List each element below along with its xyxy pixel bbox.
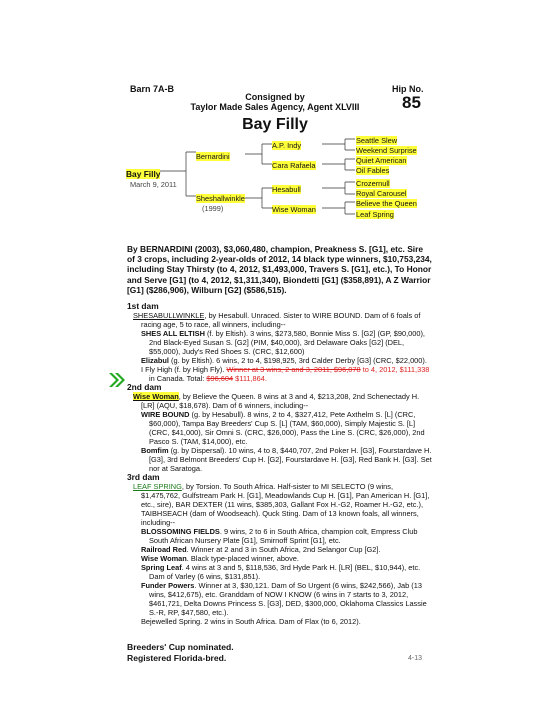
ancestor-3: Quiet American	[356, 156, 407, 165]
third-dam-produce-3: Wise Woman	[141, 554, 187, 563]
page-title: Bay Filly	[242, 116, 308, 133]
produce-record-3	[127, 365, 432, 383]
foal-date: March 9, 2011	[130, 180, 177, 189]
third-dam-text-4: . 4 wins at 3 and 5, $118,536, 3rd Hyde Park H. [LR] (BEL, $10,944), etc. Dam of Varley (6 wins, $131,851).	[149, 563, 421, 581]
produce-name-2: Elizabul	[141, 356, 169, 365]
second-dam-intro-text: , by Believe the Queen. 8 wins at 3 and 4, $213,208, 2nd Schenectady H. [LR] (AQU, $18,678). Dam of 6 winners, including--	[141, 392, 420, 410]
ancestor-1: Seattle Slew	[356, 136, 398, 145]
second-dam-text-2: (g. by Dispersal). 10 wins, 4 to 8, $440,707, 2nd Poker H. [G3], Fourstardave H. [G3], 3rd Belmont Breeders' Cup H. [G2], Fourstardave H. [G3], Red Bank H. [G3]. Set nor at Saratoga.	[149, 446, 432, 473]
produce-mid-3: in Canada. Total:	[149, 374, 207, 383]
third-dam-record-5	[127, 581, 432, 617]
second-dam-text-1: (g. by Hesabull). 8 wins, 2 to 4, $327,412, Pete Axthelm S. [L] (CRC, $60,000), Tampa Bay Breeders' Cup S. [L] (TAM, $60,000), Simply Majestic S. [L] (CRC, $41,000), Sir Omni S. (CRC, $26,000), Pass the Line S. (CRC, $26,000), 2nd Pasco S. (TAM, $14,000), etc.	[149, 410, 425, 446]
third-dam-produce-4: Spring Leaf	[141, 563, 182, 572]
first-dam-intro-text: , by Hesabull. Unraced. Sister to WIRE BOUND. Dam of 6 foals of racing age, 5 to race, all winners, including--	[141, 311, 421, 329]
sire-dam: Cara Rafaela	[272, 161, 316, 170]
third-dam-text-2: . Winner at 2 and 3 in South Africa, 2nd Selangor Cup [G2].	[186, 545, 381, 554]
produce-text-3: I Fly High (f. by High Fly).	[141, 365, 227, 374]
first-dam-intro	[127, 311, 432, 329]
second-dam-heading: 2nd dam	[127, 382, 162, 392]
produce-record-2	[127, 356, 432, 365]
produce-record-1	[127, 329, 432, 356]
dam-year: (1999)	[202, 204, 224, 213]
edited-total: $111,864.	[233, 374, 267, 383]
first-dam-heading: 1st dam	[127, 301, 159, 311]
hip-label: Hip No.	[392, 84, 424, 94]
third-dam-produce-5: Funder Powers	[141, 581, 195, 590]
ancestor-2: Weekend Surprise	[356, 146, 417, 155]
third-dam-name: LEAF SPRING	[133, 482, 182, 491]
ancestor-7: Believe the Queen	[356, 199, 417, 208]
second-dam-intro	[127, 392, 432, 410]
struck-text: Winner at 3 wins, 2 and 3, 2011, $96,078	[226, 365, 361, 374]
third-dam-record-4	[127, 563, 432, 581]
second-dam-record-1	[127, 410, 432, 446]
third-dam-text-5: . Winner at 3, $30,121. Dam of So Urgent (6 wins, $242,566), Jab (13 wins, $412,675), etc. Granddam of NOW I KNOW (6 wins in 7 starts to 3, 2012, $461,721, Delta Downs Princess S. [G3], DED, $300,000, Oklahoma Classics Lassie S.-R, RP, $47,580, etc.).	[149, 581, 427, 617]
horse-name: Bay Filly	[126, 169, 161, 179]
produce-text-2: (g. by Eltish). 6 wins, 2 to 4, $198,925, 3rd Calder Derby [G3] (CRC, $22,000).	[168, 356, 427, 365]
registration-note: Registered Florida-bred.	[127, 653, 227, 663]
ancestor-5: Crozernull	[356, 179, 390, 188]
arrow-shape	[107, 370, 127, 390]
third-dam-text-3: . Black type-placed winner, above.	[186, 554, 299, 563]
sire-name: Bernardini	[196, 152, 230, 161]
second-dam-record-2	[127, 446, 432, 473]
third-dam-produce-1: BLOSSOMING FIELDS	[141, 527, 220, 536]
third-dam-text-1: . 9 wins, 2 to 6 in South Africa, champion colt, Empress Club South African Nursery Plate [G1], Smirnoff Sprint [G1], etc.	[149, 527, 418, 545]
third-dam-record-3	[127, 554, 432, 563]
dam-name: Sheshallwinkle	[196, 194, 245, 203]
third-dam-record-1	[127, 527, 432, 545]
first-dam-name: SHESABULLWINKLE	[133, 311, 205, 320]
third-dam-intro	[127, 482, 432, 527]
second-dam-name: Wise Woman	[133, 392, 179, 401]
page-number: 4-13	[408, 655, 423, 662]
second-dam-produce-2: Bomfim	[141, 446, 169, 455]
breeders-cup-note: Breeders' Cup nominated.	[127, 642, 234, 652]
barn-label: Barn 7A-B	[130, 84, 175, 94]
third-dam-record-2	[127, 545, 432, 554]
edited-text: to 4, 2012, $111,338	[362, 365, 430, 374]
sire-summary: By BERNARDINI (2003), $3,060,480, champion, Preakness S. [G1], etc. Sire of 3 crops, including 2-year-olds of 2012, 14 black type winners, $10,753,234, including Stay Thirsty (to 4, 2012, $1,493,000, Travers S. [G1], etc.), To Honor and Serve [G1] (to 4, 2012, $1,311,340), Biondetti [G1] ($358,891), A Z Warrior [G1] ($286,906), Wilburn [G2] ($586,515).	[127, 244, 432, 295]
third-dam-heading: 3rd dam	[127, 472, 160, 482]
dam-dam: Wise Woman	[272, 205, 316, 214]
dam-sire: Hesabull	[272, 185, 301, 194]
ancestor-8: Leaf Spring	[356, 210, 394, 219]
catalog-body	[127, 302, 432, 626]
hip-number: 85	[402, 93, 421, 112]
consigned-by: Consigned by	[245, 92, 305, 102]
pedigree-chart	[0, 138, 550, 236]
third-dam-intro-text: , by Torsion. To South Africa. Half-sister to MI SELECTO (9 wins, $1,475,762, Gulfstream Park H. [G1], Meadowlands Cup H. [G1], Pan American H. [G1], etc., sire), BAR DEXTER (11 wins, $385,303, Gallant Fox H.-G2, Roamer H.-G2, etc.), TAIBHSEACH (dam of Woodseach). Quck Sting. Dam of 13 known foals, all winners, including--	[141, 482, 430, 527]
second-dam-produce-1: WIRE BOUND	[141, 410, 190, 419]
sire-sire: A.P. Indy	[272, 141, 302, 150]
ancestor-4: Oil Fables	[356, 166, 390, 175]
produce-text-1: (f. by Eltish). 3 wins, $273,580, Bonnie Miss S. [G2] (GP, $90,000), 2nd Black-Eyed Susan S. [G2] (PIM, $40,000), 3rd Delaware Oaks [G2] (DEL, $55,000), Judy's Red Shoes S. (CRC, $12,600)	[149, 329, 425, 356]
third-dam-record-6: Bejewelled Spring. 2 wins in South Africa. Dam of Flax (to 6, 2012).	[141, 617, 361, 626]
ancestor-6: Royal Carousel	[356, 189, 407, 198]
arrow-icon	[107, 370, 127, 395]
third-dam-produce-2: Railroad Red	[141, 545, 187, 554]
agency: Taylor Made Sales Agency, Agent XLVIII	[190, 102, 360, 112]
produce-name-1: SHES ALL ELTISH	[141, 329, 205, 338]
struck-total: $96,604	[206, 374, 234, 383]
